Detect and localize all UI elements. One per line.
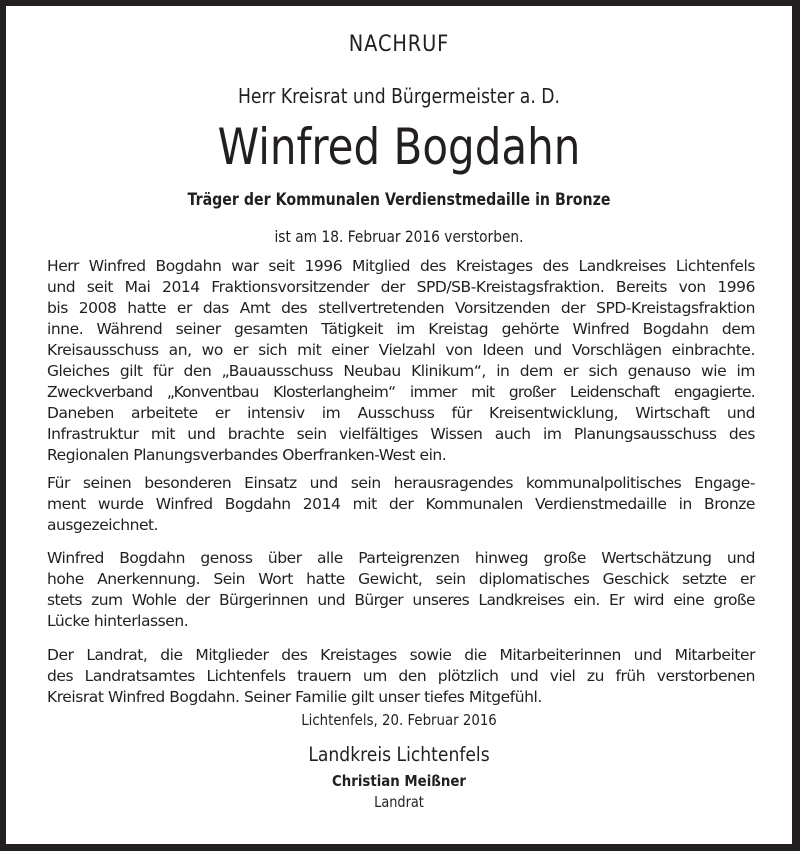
paragraph-3	[47, 548, 755, 632]
place-date: Lichtenfels, 20. Februar 2016	[301, 711, 497, 729]
obituary-notice	[6, 6, 792, 844]
paragraph-4	[47, 645, 755, 708]
award-line: Träger der Kommunalen Verdienstmedaille in Bronze	[187, 190, 611, 209]
paragraph-1	[47, 256, 755, 466]
signer-role: Landrat	[374, 793, 424, 811]
text-line: Daneben arbeitete er intensiv im Ausschuss für Kreisentwicklung, Wirtschaft und	[47, 404, 755, 422]
signer-name: Christian Meißner	[332, 772, 466, 790]
deceased-name: Winfred Bogdahn	[217, 118, 581, 176]
text-line: Kreisrat Winfred Bogdahn. Seiner Familie gilt unser tiefes Mitgefühl.	[47, 688, 542, 706]
text-line: bis 2008 hatte er das Amt des stellvertretenden Vorsitzenden der SPD-Kreistagsfraktion	[47, 299, 755, 317]
subtitle: Herr Kreisrat und Bürgermeister a. D.	[237, 84, 560, 108]
text-line: und seit Mai 2014 Fraktionsvorsitzender der SPD/SB-Kreistagsfraktion. Bereits von 1996	[47, 278, 755, 296]
text-line: Winfred Bogdahn genoss über alle Parteigrenzen hinweg große Wertschätzung und	[47, 549, 755, 567]
text-line: inne. Während seiner gesamten Tätigkeit im Kreistag gehörte Winfred Bogdahn dem	[47, 320, 755, 338]
text-line: hohe Anerkennung. Sein Wort hatte Gewicht, sein diplomatisches Geschick setzte er	[47, 570, 755, 588]
text-line: ment wurde Winfred Bogdahn 2014 mit der Kommunalen Verdienstmedaille in Bronze	[47, 495, 755, 513]
text-line: Regionalen Planungsverbandes Oberfranken-West ein.	[47, 446, 447, 464]
text-line: Gleiches gilt für den „Bauausschuss Neubau Klinikum“, in dem er sich genauso wie im	[47, 362, 755, 380]
organization-name: Landkreis Lichtenfels	[308, 743, 490, 766]
text-line: ausgezeichnet.	[47, 516, 159, 534]
text-line: Lücke hinterlassen.	[47, 612, 189, 630]
death-date-line: ist am 18. Februar 2016 verstorben.	[274, 227, 524, 246]
heading: NACHRUF	[348, 32, 450, 57]
text-line: Herr Winfred Bogdahn war seit 1996 Mitglied des Kreistages des Landkreises Lichtenfels	[47, 257, 755, 275]
text-line: Für seinen besonderen Einsatz und sein herausragendes kommunalpolitisches Engage-	[47, 474, 755, 492]
text-line: des Landratsamtes Lichtenfels trauern um den plötzlich und viel zu früh verstorbenen	[47, 667, 755, 685]
paragraph-2	[47, 473, 755, 536]
text-line: Kreisausschuss an, wo er sich mit einer Vielzahl von Ideen und Vorschlägen einbrachte.	[47, 341, 755, 359]
text-line: Infrastruktur mit und brachte sein vielfältiges Wissen auch im Planungsausschuss des	[47, 425, 755, 443]
text-line: stets zum Wohle der Bürgerinnen und Bürger unseres Landkreises ein. Er wird eine große	[47, 591, 755, 609]
text-line: Zweckverband „Konventbau Klosterlangheim“ immer mit großer Leidenschaft engagierte.	[47, 383, 755, 401]
text-line: Der Landrat, die Mitglieder des Kreistages sowie die Mitarbeiterinnen und Mitarbeiter	[47, 646, 755, 664]
